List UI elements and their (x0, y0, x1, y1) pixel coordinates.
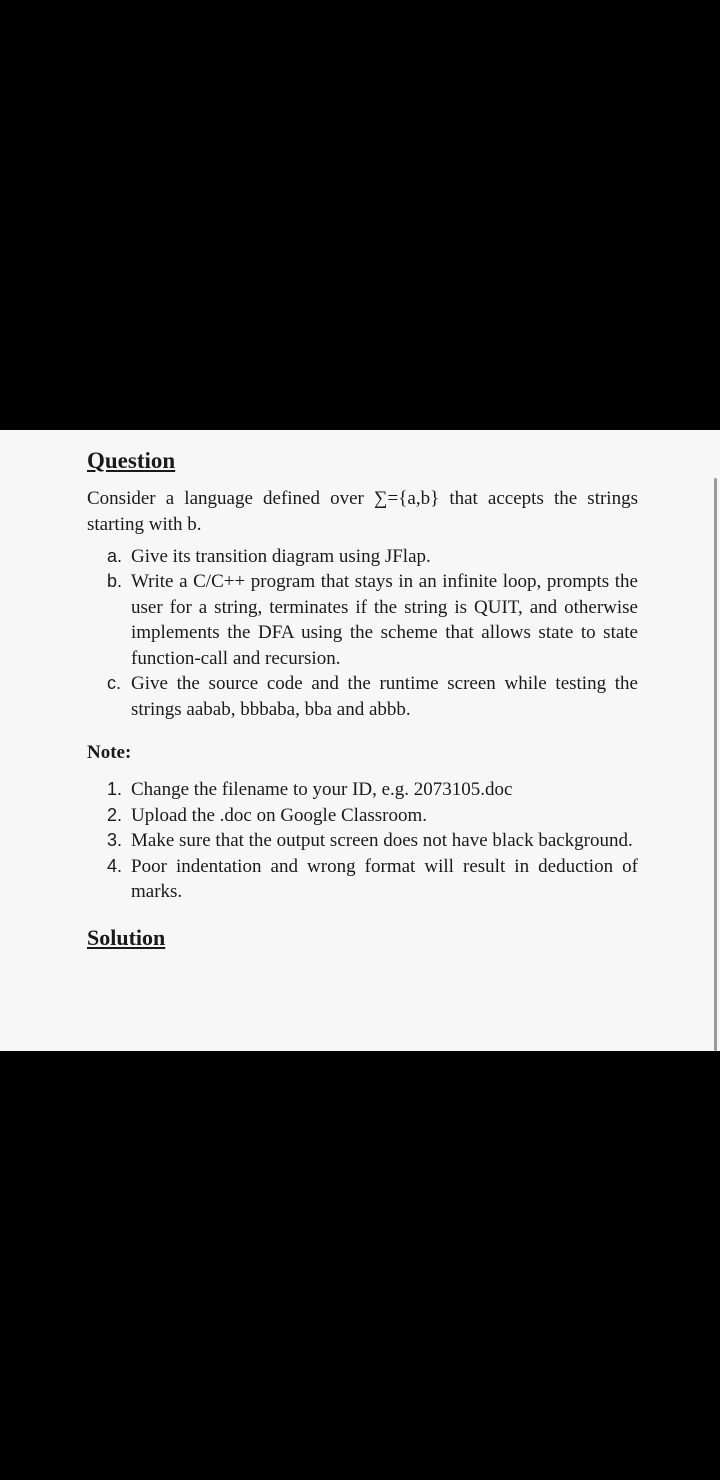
list-marker: a. (107, 545, 123, 566)
list-item (107, 854, 638, 905)
list-marker: 1. (107, 779, 123, 800)
list-item-text: Write a C/C++ program that stays in an infinite loop, prompts the user for a string, terminates if the string is QUIT, and otherwise implements the DFA using the scheme that allows state to state function-call and recursion. (131, 571, 638, 669)
list-marker: c. (107, 673, 122, 694)
list-item (107, 828, 638, 854)
list-item-text: Give its transition diagram using JFlap. (131, 545, 431, 567)
question-list (87, 544, 638, 723)
note-label: Note: (87, 742, 132, 764)
list-item-text: Upload the .doc on Google Classroom. (131, 804, 428, 826)
note-list (87, 777, 638, 905)
list-item (107, 569, 638, 671)
list-marker: b. (107, 571, 123, 592)
list-marker: 2. (107, 804, 123, 825)
list-item-text: Give the source code and the runtime screen while testing the strings aabab, bbbaba, bba and abbb. (131, 673, 638, 720)
solution-heading: Solution (87, 924, 166, 950)
list-marker: 3. (107, 830, 123, 851)
list-item-text: Make sure that the output screen does not have black background. (131, 830, 633, 852)
scrollbar[interactable] (714, 478, 717, 1051)
list-item (107, 544, 638, 570)
question-intro: Consider a language defined over ∑={a,b} that accepts the strings starting with b. (87, 487, 638, 535)
list-item (107, 671, 638, 722)
list-item (107, 777, 638, 803)
question-heading: Question (87, 448, 176, 473)
list-item-text: Poor indentation and wrong format will result in deduction of marks. (131, 855, 638, 903)
list-item-text: Change the filename to your ID, e.g. 2073105.doc (131, 779, 513, 801)
list-item (107, 803, 638, 829)
list-marker: 4. (107, 855, 123, 876)
document-page (0, 430, 720, 1051)
